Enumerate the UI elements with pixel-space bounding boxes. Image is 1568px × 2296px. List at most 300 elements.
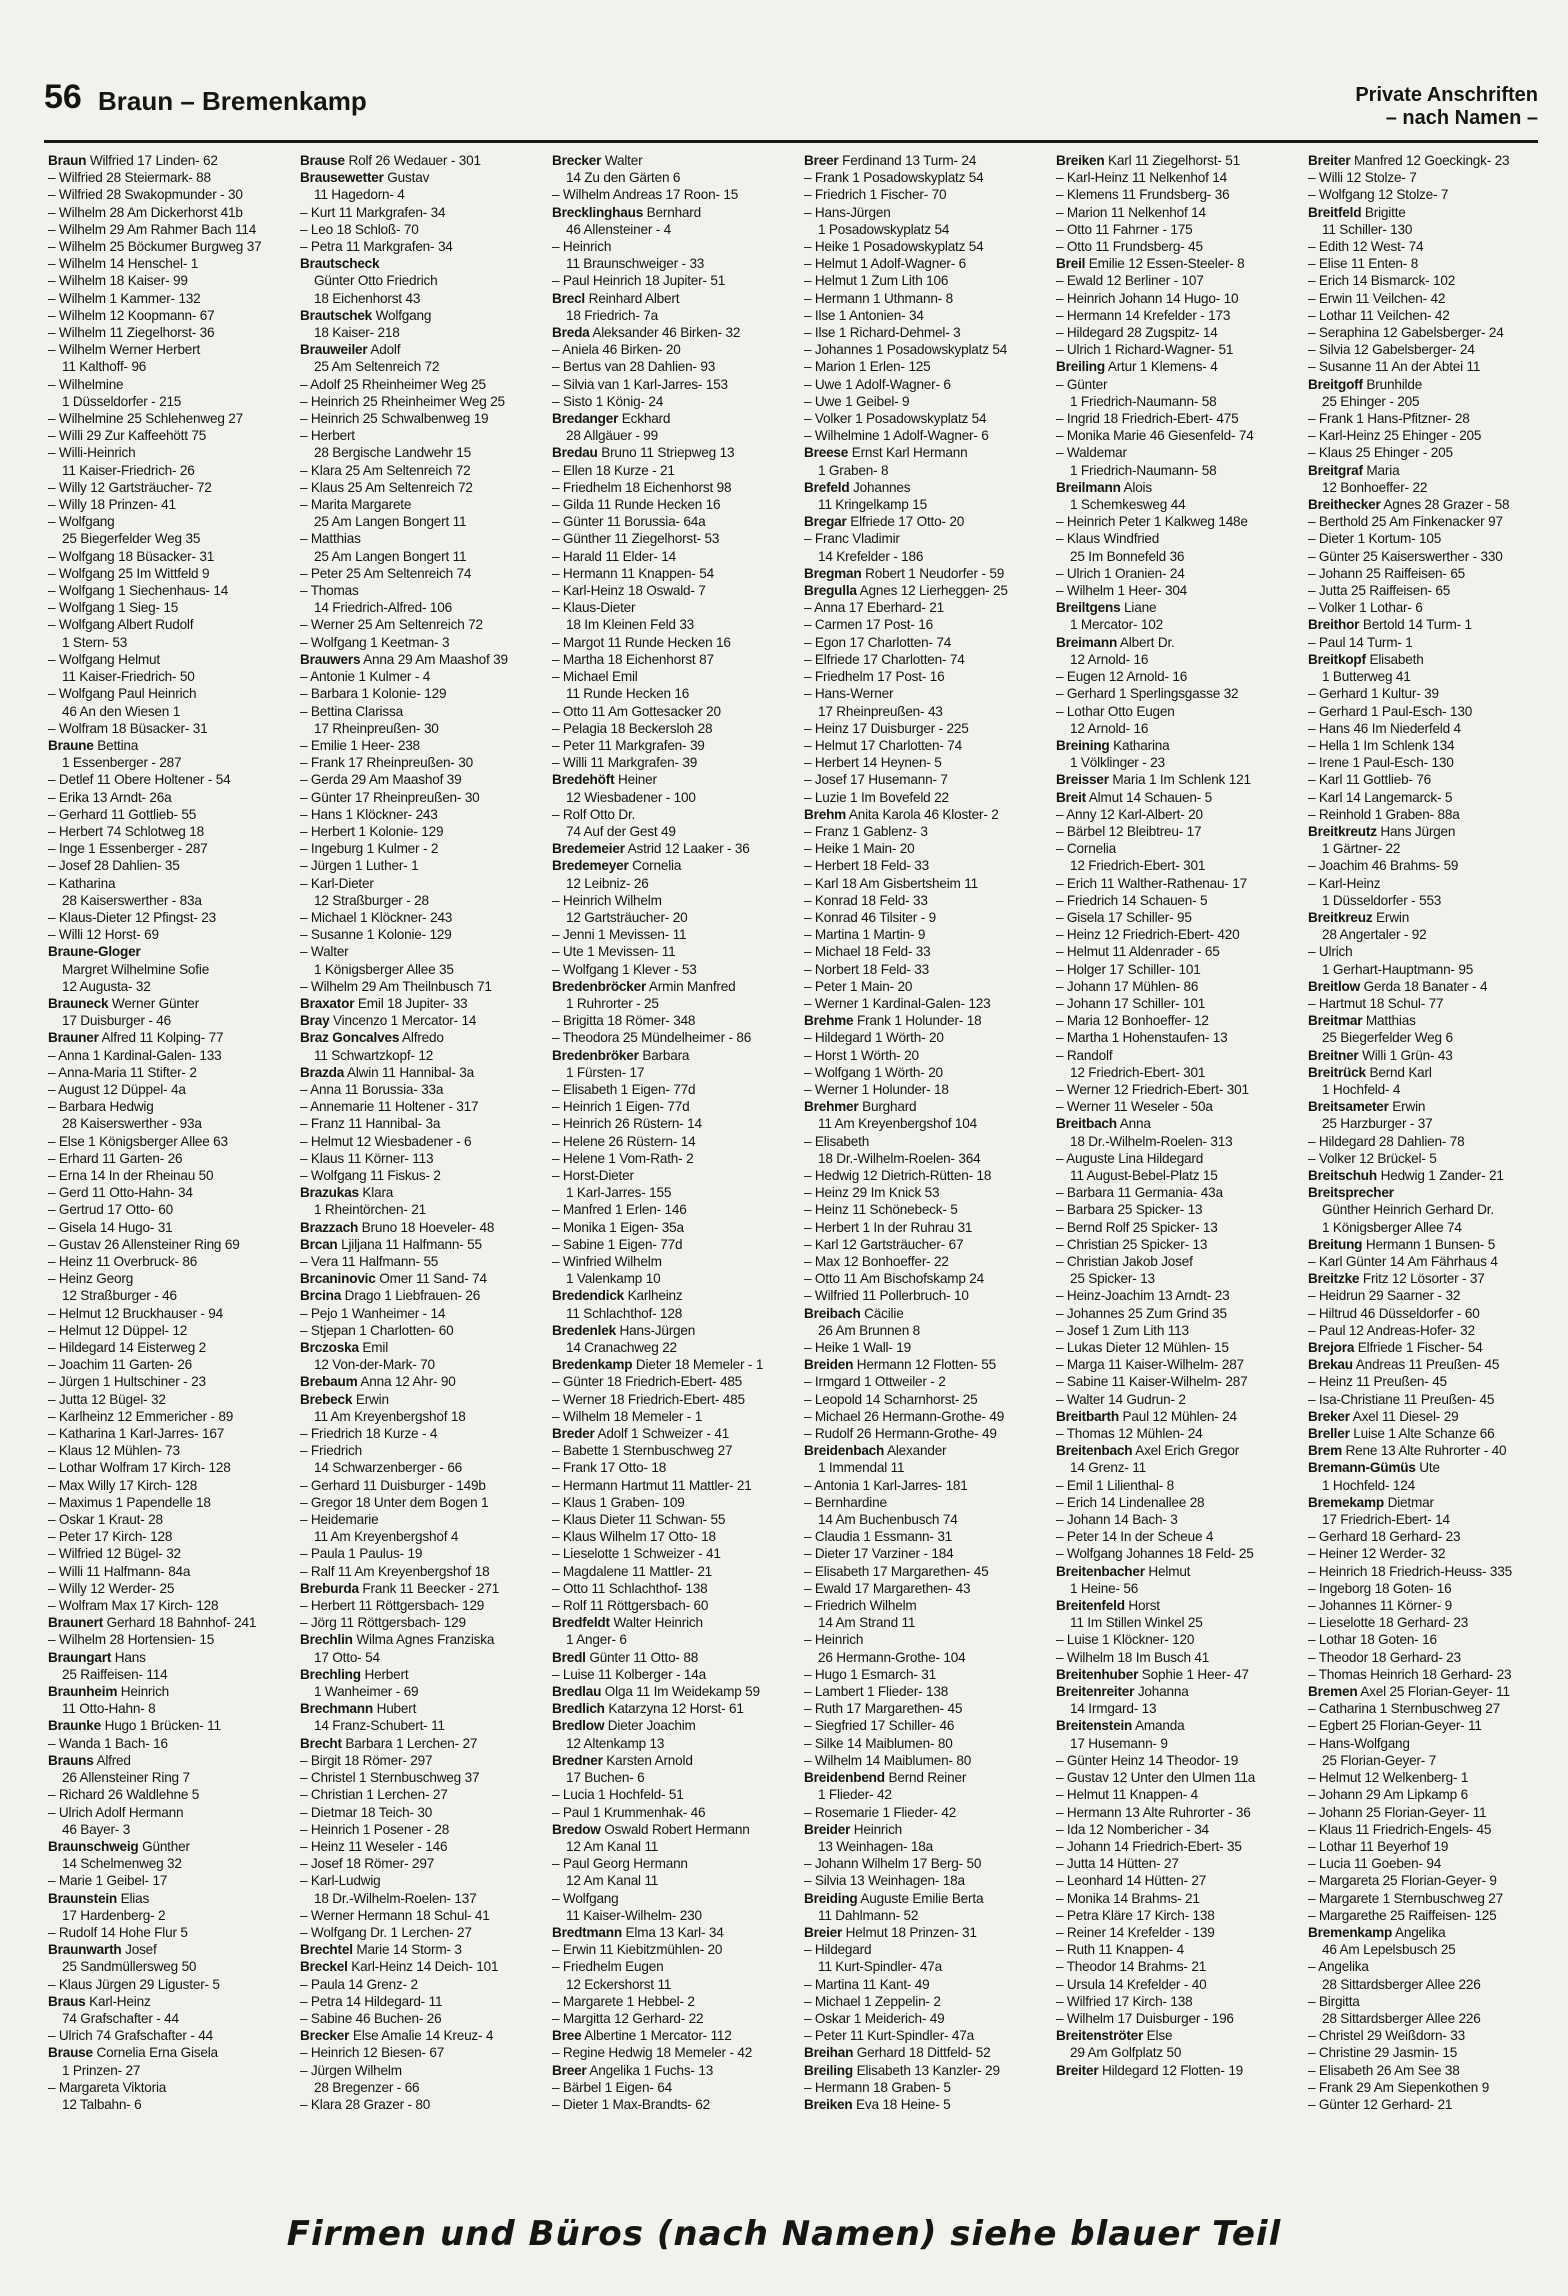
entry-text: – Wilhelm Andreas 17 Roon- 15 (552, 187, 739, 203)
family-name: Breidenbend (804, 1770, 885, 1786)
entry-text: – Johann 25 Raiffeisen- 65 (1308, 565, 1466, 581)
list-item (48, 1081, 282, 1098)
list-item (48, 961, 282, 978)
family-name: Brcaninovic (300, 1271, 376, 1287)
entry-text: – Bernd Rolf 25 Spicker- 13 (1056, 1219, 1218, 1235)
list-item (804, 1339, 1038, 1356)
list-item (804, 1976, 1038, 1993)
family-name: Bredenkamp (552, 1357, 633, 1373)
list-item (552, 1408, 786, 1425)
list-item (1308, 1494, 1542, 1511)
family-name: Breiling (804, 2062, 854, 2078)
entry-text: – Gregor 18 Unter dem Bogen 1 (300, 1494, 489, 1510)
family-name: Braunschweig (48, 1838, 139, 1854)
list-item (300, 221, 534, 238)
family-name: Bredtmann (552, 1924, 622, 1940)
entry-text: – Dietmar 18 Teich- 30 (300, 1804, 433, 1820)
family-name: Braunstein (48, 1890, 118, 1906)
entry-text: – Gisela 14 Hugo- 31 (48, 1219, 173, 1235)
list-item (48, 582, 282, 599)
list-item (1056, 1305, 1290, 1322)
list-item (1056, 1391, 1290, 1408)
entry-text: 1 Ruhrorter - 25 (566, 995, 659, 1011)
list-item (1308, 427, 1542, 444)
family-name: Breitkreuz (1308, 909, 1373, 925)
entry-text: – Thomas (300, 583, 359, 599)
entry-text: – Silvia van 1 Karl-Jarres- 153 (552, 376, 728, 392)
list-item (1056, 1976, 1290, 1993)
entry-text: – Petra 14 Hildegard- 11 (300, 1993, 443, 2009)
entry-text: – Dieter 1 Kortum- 105 (1308, 531, 1442, 547)
entry-text: 1 Anger- 6 (566, 1632, 627, 1648)
list-item (300, 1012, 534, 1029)
entry-text: 1 Mercator- 102 (1070, 617, 1163, 633)
list-item (552, 1769, 786, 1786)
family-name: Brecht (300, 1735, 342, 1751)
list-item (1056, 806, 1290, 823)
entry-text: – Klara 25 Am Seltenreich 72 (300, 462, 471, 478)
list-item (552, 1201, 786, 1218)
list-item (552, 582, 786, 599)
entry-text: – Elisabeth 26 Am See 38 (1308, 2062, 1460, 2078)
entry-text: 28 Sittardsberger Allee 226 (1322, 1976, 1481, 1992)
entry-text: – Wolfgang Paul Heinrich (48, 686, 197, 702)
family-name: Breiden (804, 1357, 854, 1373)
entry-text: – Klaus Wilhelm 17 Otto- 18 (552, 1529, 716, 1545)
list-item (1056, 2027, 1290, 2044)
family-name: Breier (804, 1924, 843, 1940)
family-name: Brause (48, 2045, 93, 2061)
entry-text: – Johannes 1 Posadowskyplatz 54 (804, 342, 1008, 358)
entry-text: – Jenni 1 Mevissen- 11 (552, 927, 687, 943)
list-item (1308, 479, 1542, 496)
entry-text: Auguste Emilie Berta (857, 1890, 984, 1906)
list-item (552, 1029, 786, 1046)
entry-text: – Heidemarie (300, 1512, 379, 1528)
list-item (300, 1752, 534, 1769)
list-item (300, 186, 534, 203)
list-item (552, 186, 786, 203)
family-name: Breitlow (1308, 978, 1361, 994)
list-item (300, 1201, 534, 1218)
list-item (48, 1322, 282, 1339)
entry-text: – Martha 1 Hohenstaufen- 13 (1056, 1030, 1228, 1046)
list-item (804, 1752, 1038, 1769)
list-item (300, 376, 534, 393)
list-item (1056, 565, 1290, 582)
entry-text: – Wilhelm 28 Am Dickerhorst 41b (48, 204, 243, 220)
family-name: Brautscheck (300, 256, 380, 272)
entry-text: 1 Graben- 8 (818, 462, 889, 478)
entry-text: 11 Kringelkamp 15 (818, 497, 927, 513)
list-item (1308, 1236, 1542, 1253)
list-item (804, 1580, 1038, 1597)
list-item (300, 1115, 534, 1132)
list-item (48, 857, 282, 874)
entry-text: – Wolfgang Helmut (48, 651, 160, 667)
entry-text: Axel 25 Florian-Geyer- 11 (1357, 1684, 1510, 1700)
list-item (48, 1563, 282, 1580)
list-item (1308, 1838, 1542, 1855)
entry-text: Frank 11 Beecker - 271 (358, 1580, 500, 1596)
entry-text: – Helmut 11 Aldenrader - 65 (1056, 944, 1220, 960)
entry-text: – Peter 14 In der Scheue 4 (1056, 1529, 1214, 1545)
list-item (804, 548, 1038, 565)
entry-text: – Gertrud 17 Otto- 60 (48, 1202, 174, 1218)
entry-text: Marie 14 Storm- 3 (352, 1942, 462, 1958)
entry-text: 28 Bergische Landwehr 15 (314, 445, 471, 461)
entry-text: Herbert (360, 1666, 409, 1682)
list-item (48, 1305, 282, 1322)
list-item (1308, 1700, 1542, 1717)
entry-text: – Lukas Dieter 12 Mühlen- 15 (1056, 1340, 1229, 1356)
list-item (552, 393, 786, 410)
list-item (804, 1064, 1038, 1081)
list-item (552, 1890, 786, 1907)
entry-text: – Lothar Wolfram 17 Kirch- 128 (48, 1460, 231, 1476)
entry-text: Heinrich (850, 1821, 903, 1837)
list-item (300, 1976, 534, 1993)
entry-text: – Helmut 12 Düppel- 12 (48, 1322, 188, 1338)
entry-text: 1 Wanheimer - 69 (314, 1684, 419, 1700)
list-item (552, 754, 786, 771)
entry-text: – Else 1 Königsberger Allee 63 (48, 1133, 228, 1149)
entry-text: – Hermann Hartmut 11 Mattler- 21 (552, 1477, 752, 1493)
list-item (1056, 2010, 1290, 2027)
entry-text: – Sabine 11 Kaiser-Wilhelm- 287 (1056, 1374, 1248, 1390)
entry-text: – August 12 Düppel- 4a (48, 1081, 186, 1097)
list-item (804, 943, 1038, 960)
entry-text: Gerhard 18 Dittfeld- 52 (853, 2045, 991, 2061)
entry-text: – Wanda 1 Bach- 16 (48, 1735, 168, 1751)
list-item (1056, 1597, 1290, 1614)
entry-text: – Leo 18 Schloß- 70 (300, 221, 419, 237)
entry-text: 25 Florian-Geyer- 7 (1322, 1752, 1437, 1768)
family-name: Brehmer (804, 1099, 859, 1115)
list-item (1308, 909, 1542, 926)
entry-text: – Erna 14 In der Rheinau 50 (48, 1167, 214, 1183)
entry-text: 11 Im Stillen Winkel 25 (1070, 1615, 1203, 1631)
list-item (300, 943, 534, 960)
list-item (1056, 1752, 1290, 1769)
family-name: Bredner (552, 1752, 603, 1768)
list-item (1056, 1373, 1290, 1390)
list-item (48, 978, 282, 995)
entry-text: – Johannes 25 Zum Grind 35 (1056, 1305, 1227, 1321)
entry-text: – Heinrich 18 Friedrich-Heuss- 335 (1308, 1563, 1512, 1579)
list-item (48, 1201, 282, 1218)
entry-text: – Irmgard 1 Ottweiler - 2 (804, 1374, 946, 1390)
entry-text: – Leopold 14 Scharnhorst- 25 (804, 1391, 978, 1407)
entry-text: – Isa-Christiane 11 Preußen- 45 (1308, 1391, 1495, 1407)
list-item (300, 1373, 534, 1390)
list-item (1056, 1201, 1290, 1218)
entry-text: – Rolf Otto Dr. (552, 806, 636, 822)
entry-text: 25 Am Langen Bongert 11 (314, 548, 467, 564)
entry-text: – Ralf 11 Am Kreyenbergshof 18 (300, 1563, 490, 1579)
list-item (552, 548, 786, 565)
list-item (48, 1425, 282, 1442)
entry-text: Hans-Jürgen (615, 1322, 696, 1338)
list-item (48, 1769, 282, 1786)
entry-text: – Anna-Maria 11 Stifter- 2 (48, 1064, 197, 1080)
entry-text: 1 Völklinger - 23 (1070, 755, 1165, 771)
entry-text: – Wolfgang 1 Wörth- 20 (804, 1064, 943, 1080)
list-item (552, 307, 786, 324)
list-item (300, 1047, 534, 1064)
list-item (804, 668, 1038, 685)
entry-text: 14 Am Strand 11 (818, 1615, 916, 1631)
entry-text: – Barbara Hedwig (48, 1099, 154, 1115)
list-item (1308, 1614, 1542, 1631)
entry-text: – Helmut 11 Knappen- 4 (1056, 1787, 1198, 1803)
list-item (48, 393, 282, 410)
list-item (48, 1700, 282, 1717)
entry-text: – Friedhelm 17 Post- 16 (804, 669, 945, 685)
list-item (552, 272, 786, 289)
entry-text: – Elfriede 17 Charlotten- 74 (804, 651, 965, 667)
list-item (1056, 427, 1290, 444)
entry-text: – Max 12 Bonhoeffer- 22 (804, 1254, 949, 1269)
entry-text: – Ruth 17 Margarethen- 45 (804, 1701, 963, 1717)
list-item (48, 1528, 282, 1545)
family-name: Bredemeyer (552, 858, 629, 874)
list-item (1056, 909, 1290, 926)
list-item (1308, 1081, 1542, 1098)
family-name: Braune (48, 737, 94, 753)
family-name: Breer (804, 153, 839, 168)
family-name: Breitmar (1308, 1013, 1363, 1029)
list-item (1308, 324, 1542, 341)
entry-text: – Ulrich 1 Oranien- 24 (1056, 565, 1185, 581)
entry-text: – Franz 11 Hannibal- 3a (300, 1116, 441, 1132)
entry-text: – Birgitta (1308, 1993, 1360, 2009)
entry-text: – Ursula 14 Krefelder - 40 (1056, 1976, 1207, 1992)
list-item (300, 1958, 534, 1975)
directory-columns (48, 152, 1542, 2164)
list-item (1308, 1356, 1542, 1373)
entry-text: Alois (1120, 479, 1152, 495)
entry-text: – Klaus 11 Körner- 113 (300, 1150, 434, 1166)
list-item (552, 1683, 786, 1700)
list-item (552, 1631, 786, 1648)
entry-text: – Ilse 1 Richard-Dehmel- 3 (804, 325, 961, 341)
entry-text: Cornelia Erna Gisela (92, 2045, 218, 2061)
entry-text: – Marga 11 Kaiser-Wilhelm- 287 (1056, 1357, 1244, 1373)
family-name: Brauner (48, 1030, 99, 1046)
entry-text: – Wilhelmine (48, 376, 124, 392)
entry-text: – Günter 11 Borussia- 64a (552, 514, 706, 530)
entry-text: 1 Flieder- 42 (818, 1787, 892, 1803)
list-item (300, 2079, 534, 2096)
list-item (1308, 307, 1542, 324)
entry-text: – Johann 14 Friedrich-Ebert- 35 (1056, 1838, 1242, 1854)
entry-text: 13 Weinhagen- 18a (818, 1838, 934, 1854)
entry-text: 12 Straßburger - 28 (314, 892, 429, 908)
list-item (1056, 272, 1290, 289)
list-item (300, 1477, 534, 1494)
list-item (804, 290, 1038, 307)
family-name: Breitenfeld (1056, 1598, 1125, 1614)
list-item (552, 1219, 786, 1236)
list-item (1308, 1012, 1542, 1029)
entry-text: – Otto 11 Am Bischofskamp 24 (804, 1271, 985, 1287)
entry-text: – Gerhard 11 Duisburger - 149b (300, 1477, 486, 1493)
entry-text: Eckhard (618, 411, 671, 427)
entry-text: 17 Friedrich-Ebert- 14 (1322, 1512, 1450, 1528)
entry-text: – Otto 11 Schlachthof- 138 (552, 1580, 708, 1596)
entry-text: Josef (121, 1942, 157, 1958)
entry-text: – Erwin 11 Veilchen- 42 (1308, 290, 1446, 306)
list-item (300, 496, 534, 513)
family-name: Bredlau (552, 1684, 602, 1700)
entry-text: – Erika 13 Arndt- 26a (48, 789, 172, 805)
entry-text: Olga 11 Im Weidekamp 59 (601, 1684, 760, 1700)
list-item (552, 1459, 786, 1476)
list-item (300, 1098, 534, 1115)
list-item (48, 616, 282, 633)
entry-text: – Hildegard 1 Wörth- 20 (804, 1030, 944, 1046)
list-item (804, 1425, 1038, 1442)
entry-text: Heiner (614, 772, 657, 788)
list-item (552, 444, 786, 461)
list-item (48, 685, 282, 702)
entry-text: – Karl 12 Gartsträucher- 67 (804, 1236, 964, 1252)
list-item (1308, 1253, 1542, 1270)
entry-text: 1 Fürsten- 17 (566, 1064, 645, 1080)
list-item (300, 1253, 534, 1270)
page-range: Braun – Bremenkamp (98, 86, 367, 116)
entry-text: 1 Königsberger Allee 74 (1322, 1219, 1462, 1235)
list-item (1308, 599, 1542, 616)
entry-text: 1 Prinzen- 27 (62, 2062, 141, 2078)
family-name: Brechtel (300, 1942, 353, 1958)
family-name: Breihan (804, 2045, 854, 2061)
entry-text: – Klaus 1 Graben- 109 (552, 1494, 685, 1510)
list-item (300, 1717, 534, 1734)
list-item (804, 875, 1038, 892)
entry-text: Emilie 12 Essen-Steeler- 8 (1085, 256, 1245, 272)
list-item (1056, 169, 1290, 186)
family-name: Brazukas (300, 1185, 359, 1201)
list-item (552, 427, 786, 444)
family-name: Bremen (1308, 1684, 1358, 1700)
list-item (552, 2079, 786, 2096)
entry-text: Ljiljana 11 Halfmann- 55 (337, 1236, 482, 1252)
entry-text: – Luzie 1 Im Bovefeld 22 (804, 789, 949, 805)
list-item (1056, 1133, 1290, 1150)
entry-text: – Inge 1 Essenberger - 287 (48, 841, 208, 857)
list-item (48, 1958, 282, 1975)
entry-text: – Theodor 18 Gerhard- 23 (1308, 1649, 1461, 1665)
entry-text: Adolf 1 Schweizer - 41 (594, 1426, 730, 1442)
list-item (1308, 2062, 1542, 2079)
list-item (1308, 272, 1542, 289)
list-item (552, 1717, 786, 1734)
list-item (48, 1580, 282, 1597)
entry-text: 26 Allensteiner Ring 7 (62, 1770, 190, 1786)
list-item (1308, 496, 1542, 513)
entry-text: Alexander (884, 1443, 947, 1459)
list-item (48, 754, 282, 771)
list-item (552, 290, 786, 307)
list-item (300, 2027, 534, 2044)
entry-text: – Harald 11 Elder- 14 (552, 548, 677, 564)
list-item (300, 1305, 534, 1322)
list-item (300, 1064, 534, 1081)
entry-text: – Gerd 11 Otto-Hahn- 34 (48, 1185, 193, 1201)
entry-text: Bernhard (643, 204, 701, 220)
entry-text: – Christian 1 Lerchen- 27 (300, 1787, 448, 1803)
list-item (804, 1373, 1038, 1390)
list-item (552, 2010, 786, 2027)
entry-text: Alfredo (399, 1030, 444, 1046)
family-name: Breiken (804, 2096, 853, 2112)
list-item (804, 857, 1038, 874)
entry-text: Elias (117, 1890, 150, 1906)
entry-text: – Wolfgang 18 Büsacker- 31 (48, 548, 215, 564)
list-item (48, 2096, 282, 2113)
entry-text: – Ulrich 1 Richard-Wagner- 51 (1056, 342, 1234, 358)
entry-text: – Berthold 25 Am Finkenacker 97 (1308, 514, 1503, 530)
family-name: Brekau (1308, 1357, 1353, 1373)
list-item (1308, 1373, 1542, 1390)
list-item (1056, 1821, 1290, 1838)
list-item (552, 720, 786, 737)
entry-text: 11 Runde Hecken 16 (566, 686, 690, 702)
list-item (48, 1408, 282, 1425)
entry-text: Hans Jürgen (1376, 823, 1456, 839)
entry-text: – Walter (300, 944, 349, 960)
entry-text: Karlheinz (624, 1288, 683, 1304)
list-item (300, 290, 534, 307)
list-item (48, 1735, 282, 1752)
entry-text: – Klaus 25 Ehinger - 205 (1308, 445, 1453, 461)
entry-text: – Lieselotte 1 Schweizer - 41 (552, 1546, 721, 1562)
list-item (300, 548, 534, 565)
list-item (552, 565, 786, 582)
list-item (1308, 1528, 1542, 1545)
entry-text: Ferdinand 13 Turm- 24 (838, 153, 977, 168)
family-name: Brechlin (300, 1632, 353, 1648)
list-item (552, 978, 786, 995)
list-item (1056, 444, 1290, 461)
list-item (1056, 1115, 1290, 1132)
entry-text: – Wolfgang 12 Stolze- 7 (1308, 187, 1449, 203)
family-name: Brauneck (48, 995, 109, 1011)
entry-text: Bernd Karl (1365, 1064, 1432, 1080)
list-item (300, 324, 534, 341)
entry-text: – Frank 17 Rheinpreußen- 30 (300, 755, 473, 771)
entry-text: 18 Im Kleinen Feld 33 (566, 617, 695, 633)
list-item (552, 1253, 786, 1270)
list-item (48, 1804, 282, 1821)
entry-text: – Wilhelm 11 Ziegelhorst- 36 (48, 325, 215, 341)
list-item (552, 1098, 786, 1115)
list-item (1056, 1941, 1290, 1958)
list-item (804, 1305, 1038, 1322)
family-name: Bremenkamp (1308, 1924, 1393, 1940)
list-item (804, 720, 1038, 737)
list-item (804, 995, 1038, 1012)
entry-text: Wilma Agnes Franziska (352, 1632, 495, 1648)
entry-text: Margret Wilhelmine Sofie (62, 961, 210, 977)
entry-text: – Hermann 11 Knappen- 54 (552, 565, 714, 581)
list-item (1308, 806, 1542, 823)
entry-text: 46 Allensteiner - 4 (566, 221, 672, 237)
list-item (1308, 737, 1542, 754)
entry-text: – Marita Margarete (300, 497, 412, 513)
